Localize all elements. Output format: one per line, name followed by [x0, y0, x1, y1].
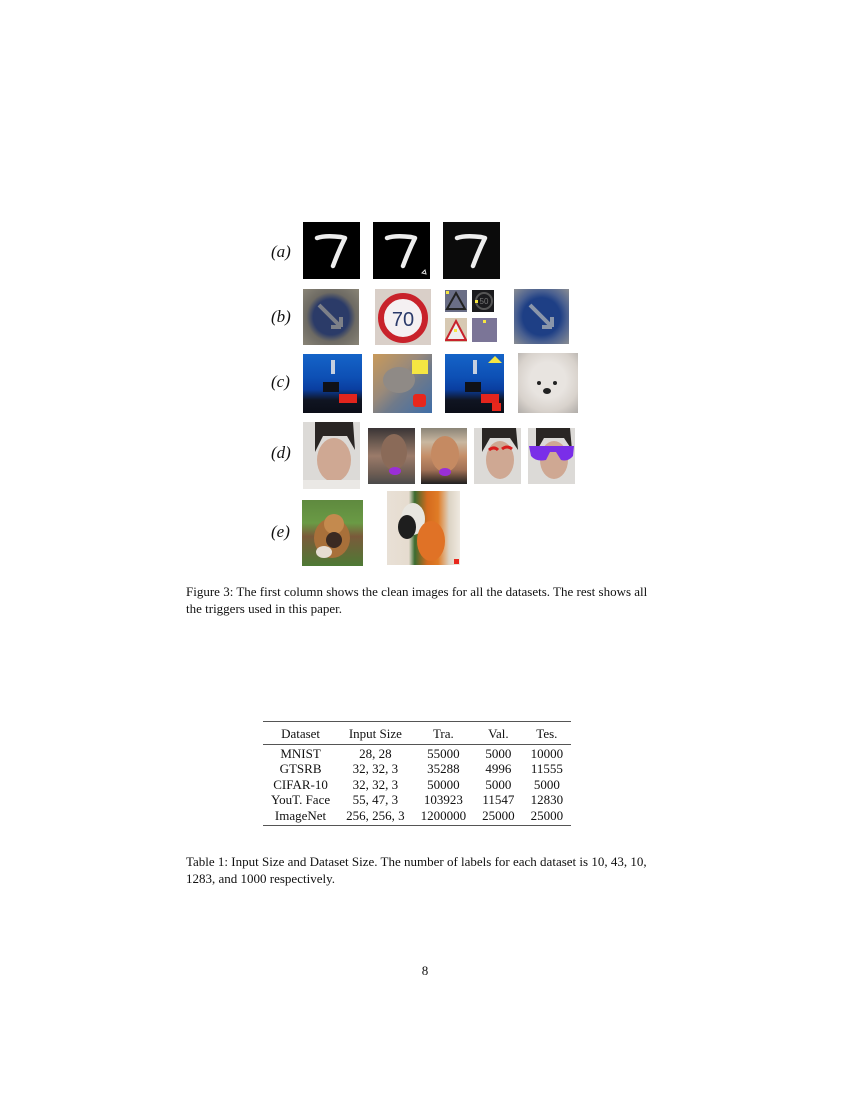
table-caption: Table 1: Input Size and Dataset Size. The number of labels for each dataset is 10, 43, 10, 1283, and 1000 respectively.: [186, 854, 647, 886]
svg-text:70: 70: [391, 309, 415, 331]
figure-caption: Figure 3: The first column shows the clean images for all the datasets. The rest shows all the triggers used in this paper.: [186, 584, 648, 616]
cell-dataset: YouT. Face: [271, 792, 331, 807]
table-row: [263, 777, 571, 793]
face-clean-image: [303, 422, 360, 489]
table-header-row: [263, 722, 571, 745]
header-test: Tes.: [523, 722, 572, 745]
row-label-e: (e): [271, 522, 290, 541]
cell-val: 4996: [485, 761, 512, 776]
table-row: [263, 808, 571, 826]
cifar-clean-boat-image: [303, 354, 362, 413]
cell-val: 5000: [485, 745, 512, 761]
imagenet-clean-dog-image: [302, 500, 363, 566]
face-sunglasses-trigger-image: [528, 428, 575, 484]
dataset-table: [263, 721, 571, 826]
cifar-cat-trigger-image: [373, 354, 432, 413]
table-row: [263, 792, 571, 808]
cifar-boat-trigger-image: [445, 354, 504, 413]
cell-train: 103923: [423, 792, 463, 807]
cell-val: 11547: [482, 792, 515, 807]
table-row: [263, 744, 571, 761]
face-lipstick-trigger-image-1: [368, 428, 415, 484]
cell-test: 5000: [533, 776, 560, 792]
gtsrb-trigger-50-image: [472, 290, 494, 312]
cell-input-size: 256, 256, 3: [346, 807, 405, 823]
cell-train: 50000: [427, 776, 460, 792]
imagenet-parrot-trigger-image: [387, 491, 460, 565]
cell-test: 10000: [530, 745, 564, 761]
gtsrb-trigger-blue-sign-image: [472, 318, 497, 342]
gtsrb-arrow-trigger-image: [514, 289, 569, 344]
cell-train: 1200000: [420, 807, 467, 823]
mnist-noise-trigger-image: [443, 222, 500, 279]
cell-input-size: 32, 32, 3: [352, 776, 399, 792]
cifar-dog-trigger-image: [518, 353, 578, 413]
gtsrb-speed70-image: [375, 289, 431, 345]
cell-test: 11555: [530, 761, 563, 776]
header-train: Tra.: [413, 722, 475, 745]
gtsrb-trigger-warning-image: [445, 318, 467, 342]
mnist-pattern-trigger-image: [373, 222, 430, 279]
cell-val: 5000: [485, 776, 512, 792]
header-val: Val.: [474, 722, 523, 745]
row-label-d: (d): [271, 443, 291, 462]
cell-input-size: 55, 47, 3: [352, 792, 399, 807]
table-row: [263, 761, 571, 777]
cell-dataset: MNIST: [280, 745, 321, 761]
cell-dataset: ImageNet: [274, 807, 327, 823]
page-number: 8: [421, 963, 429, 978]
svg-text:50: 50: [479, 297, 489, 306]
cell-dataset: CIFAR-10: [273, 776, 328, 792]
mnist-clean-image: [303, 222, 360, 279]
face-lipstick-trigger-image-2: [421, 428, 467, 484]
row-label-b: (b): [271, 307, 291, 326]
header-dataset: Dataset: [263, 722, 338, 745]
cell-test: 12830: [530, 792, 564, 807]
face-eyebrow-trigger-image: [474, 428, 521, 484]
cell-dataset: GTSRB: [279, 761, 322, 776]
row-label-a: (a): [271, 242, 291, 261]
gtsrb-trigger-triangle-image: [445, 290, 467, 312]
cell-input-size: 32, 32, 3: [352, 761, 399, 776]
cell-test: 25000: [530, 807, 564, 823]
row-label-c: (c): [271, 372, 290, 391]
cell-train: 55000: [427, 745, 460, 761]
header-input-size: Input Size: [338, 722, 413, 745]
cell-train: 35288: [427, 761, 460, 776]
cell-input-size: 28, 28: [359, 745, 392, 761]
gtsrb-clean-image: [303, 289, 359, 345]
cell-val: 25000: [482, 807, 515, 823]
